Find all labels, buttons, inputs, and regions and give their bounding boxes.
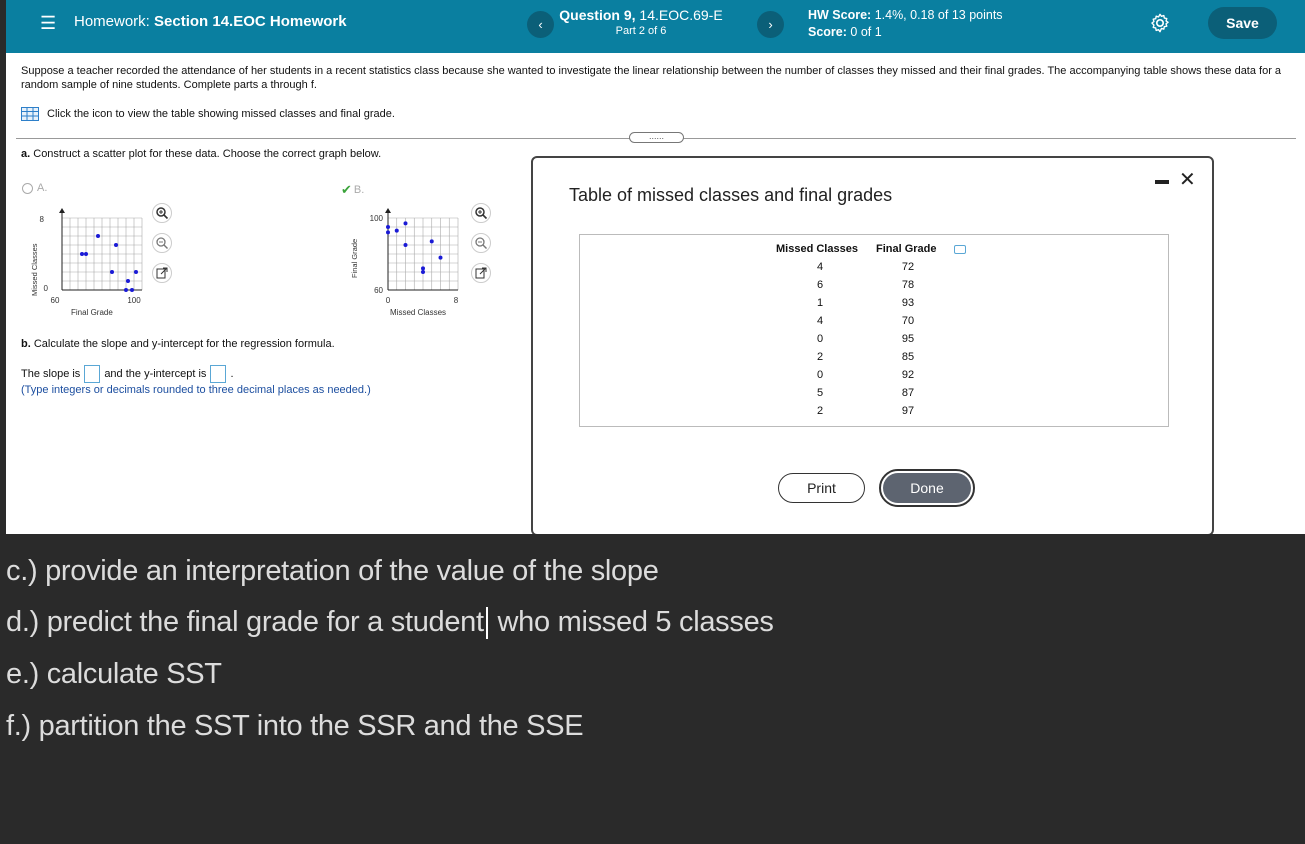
- cell-missed: 0: [816, 369, 824, 381]
- y-axis-arrow: [59, 208, 65, 213]
- question-id: 14.EOC.69-E: [639, 7, 723, 23]
- note-c: c.) provide an interpretation of the value of the slope: [6, 555, 659, 587]
- score-label: Score:: [808, 25, 847, 39]
- option-b-label: B.: [353, 184, 365, 196]
- data-point: [421, 266, 425, 270]
- data-point: [386, 225, 390, 229]
- answer-hint: (Type integers or decimals rounded to three decimal places as needed.): [21, 384, 371, 396]
- cell-missed: 2: [816, 351, 824, 363]
- note-d-after: who missed 5 classes: [489, 606, 774, 638]
- zoom-out-icon: [155, 236, 169, 250]
- data-point: [130, 288, 134, 292]
- part-a-text: Construct a scatter plot for these data. Choose the correct graph below.: [33, 148, 382, 160]
- question-title: [546, 7, 736, 23]
- plot-a-ybottom: 0: [43, 284, 48, 293]
- question-label: Question 9,: [559, 7, 636, 23]
- scatter-plot-b: [346, 196, 471, 322]
- sentence-end: .: [230, 368, 234, 380]
- zoom-in-button-b[interactable]: [471, 203, 491, 223]
- plot-a-xlabel: Final Grade: [71, 308, 113, 317]
- data-point: [114, 243, 118, 247]
- homework-title: [74, 13, 347, 30]
- divider-handle[interactable]: ......: [629, 132, 684, 143]
- part-a-label: a.: [21, 148, 31, 160]
- slope-intercept-line: [21, 365, 234, 383]
- open-graph-button-a[interactable]: [152, 263, 172, 283]
- part-b-text: Calculate the slope and y-intercept for the regression formula.: [33, 338, 335, 350]
- cell-missed: 6: [816, 279, 824, 291]
- chevron-right-icon: ›: [768, 17, 773, 32]
- part-b-label: b.: [21, 338, 31, 350]
- plot-b-xleft: 0: [385, 296, 391, 305]
- homework-name: Section 14.EOC Homework: [154, 13, 347, 30]
- data-point: [421, 270, 425, 274]
- done-button[interactable]: [879, 469, 975, 507]
- data-point: [134, 270, 138, 274]
- close-icon[interactable]: ✕: [1179, 169, 1196, 191]
- data-point: [439, 256, 443, 260]
- cell-grade: 87: [901, 387, 915, 399]
- cell-missed: 1: [816, 297, 824, 309]
- external-link-icon: [475, 267, 487, 279]
- data-point: [395, 229, 399, 233]
- slope-prefix: The slope is: [21, 368, 81, 380]
- print-button[interactable]: Print: [778, 473, 865, 503]
- data-point: [80, 252, 84, 256]
- done-label: Done: [883, 473, 971, 503]
- data-point: [386, 230, 390, 234]
- plot-a-xleft: 60: [50, 296, 60, 305]
- data-point: [430, 239, 434, 243]
- cell-grade: 93: [901, 297, 915, 309]
- plot-b-ylabel: Final Grade: [350, 238, 359, 278]
- plot-b-ybottom: 60: [374, 286, 383, 295]
- chevron-left-icon: ‹: [538, 17, 543, 32]
- save-button[interactable]: Save: [1208, 7, 1277, 39]
- column-header-missed: Missed Classes: [776, 243, 858, 255]
- option-a-radio[interactable]: [22, 183, 33, 194]
- cell-missed: 5: [816, 387, 824, 399]
- hw-score-value: 1.4%, 0.18 of 13 points: [874, 8, 1003, 22]
- plot-b-xright: 8: [453, 296, 459, 305]
- score-value: 0 of 1: [850, 25, 882, 39]
- next-question-button[interactable]: [757, 11, 784, 38]
- zoom-out-icon: [474, 236, 488, 250]
- data-point: [96, 234, 100, 238]
- intercept-prefix: and the y-intercept is: [104, 368, 207, 380]
- open-graph-button-b[interactable]: [471, 263, 491, 283]
- plot-b-ytop: 100: [369, 214, 383, 223]
- cell-grade: 72: [901, 261, 915, 273]
- plot-a-grid: [59, 208, 142, 290]
- question-text: Suppose a teacher recorded the attendance of her students in a recent statistics class because she wanted to investigate the linear relationship between the number of classes they missed and their final grades. The accompanying table shows these data for a random sample of nine students. Complete parts a through f.: [21, 65, 1282, 91]
- minimize-icon[interactable]: [1155, 180, 1169, 184]
- data-table: [579, 234, 1169, 427]
- homework-window: [6, 0, 1305, 534]
- cell-grade: 70: [901, 315, 915, 327]
- note-d-before: d.) predict the final grade for a student: [6, 606, 484, 638]
- copy-icon[interactable]: [954, 245, 966, 254]
- cell-missed: 0: [816, 333, 824, 345]
- data-point: [404, 221, 408, 225]
- homework-prefix: Homework:: [74, 13, 150, 30]
- slope-input[interactable]: [84, 365, 100, 383]
- cell-grade: 97: [901, 405, 915, 417]
- cell-missed: 4: [816, 315, 824, 327]
- gear-icon[interactable]: [1149, 12, 1171, 34]
- dialog-title: Table of missed classes and final grades: [569, 185, 893, 205]
- data-point: [126, 279, 130, 283]
- cell-grade: 92: [901, 369, 915, 381]
- table-link-text: Click the icon to view the table showing missed classes and final grade.: [47, 108, 395, 120]
- question-score: [808, 25, 882, 39]
- column-header-grade: Final Grade: [876, 243, 937, 255]
- zoom-out-button-b[interactable]: [471, 233, 491, 253]
- data-point: [124, 288, 128, 292]
- table-link[interactable]: [21, 107, 395, 121]
- external-link-icon: [156, 267, 168, 279]
- option-a[interactable]: [22, 182, 47, 194]
- part-a-prompt: [21, 148, 381, 160]
- table-grid-icon[interactable]: [21, 107, 39, 121]
- option-a-label: A.: [37, 182, 48, 194]
- top-bar: [6, 0, 1305, 53]
- scatter-plot-a: [26, 196, 146, 322]
- question-part: Part 2 of 6: [615, 25, 667, 37]
- plot-a-ylabel: Missed Classes: [30, 243, 39, 296]
- note-d[interactable]: [6, 606, 774, 639]
- plot-b-xlabel: Missed Classes: [390, 308, 447, 317]
- cell-grade: 95: [901, 333, 915, 345]
- plot-a-ytop: 8: [39, 215, 44, 224]
- note-e: e.) calculate SST: [6, 658, 222, 690]
- hw-score-label: HW Score:: [808, 8, 872, 22]
- cell-grade: 85: [901, 351, 915, 363]
- zoom-in-icon: [474, 206, 488, 220]
- zoom-out-button-a[interactable]: [152, 233, 172, 253]
- data-point: [84, 252, 88, 256]
- data-point: [110, 270, 114, 274]
- data-point: [404, 243, 408, 247]
- menu-icon[interactable]: ☰: [40, 13, 57, 33]
- text-cursor: [486, 607, 488, 639]
- cell-grade: 78: [901, 279, 915, 291]
- y-axis-arrow: [385, 208, 391, 213]
- cell-missed: 4: [816, 261, 824, 273]
- plot-b-grid: [385, 208, 458, 290]
- part-b-prompt: [21, 338, 335, 350]
- zoom-in-button-a[interactable]: [152, 203, 172, 223]
- note-f: f.) partition the SST into the SSR and the SSE: [6, 710, 584, 742]
- cell-missed: 2: [816, 405, 824, 417]
- intercept-input[interactable]: [210, 365, 226, 383]
- data-table-dialog: [531, 156, 1214, 534]
- zoom-in-icon: [155, 206, 169, 220]
- checkmark-icon: ✔: [341, 182, 352, 197]
- hw-score: [808, 8, 1003, 22]
- plot-a-xright: 100: [127, 296, 141, 305]
